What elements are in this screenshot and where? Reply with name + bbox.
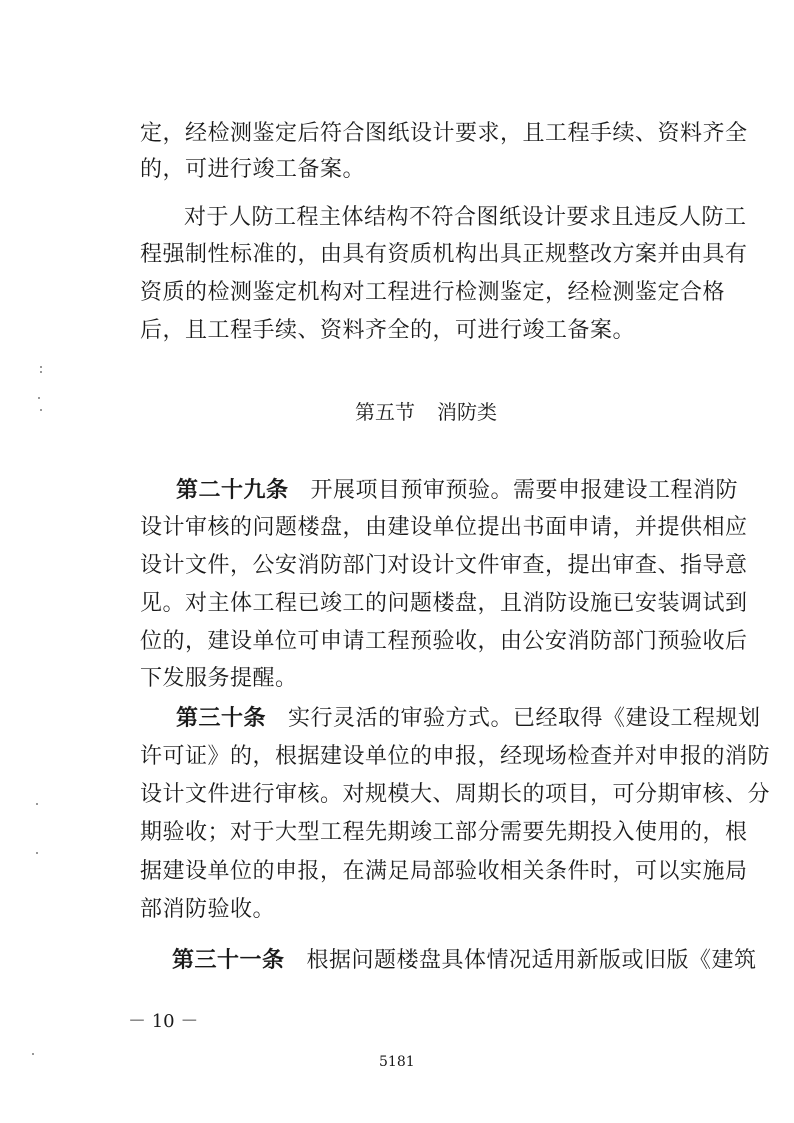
section-title: 消防类: [437, 400, 497, 424]
scan-speck: [36, 852, 38, 854]
article-30-line-4: 期验收；对于大型工程先期竣工部分需要先期投入使用的，根: [140, 820, 748, 845]
paragraph-1-line-2: 的，可进行竣工备案。: [140, 157, 366, 182]
article-30-line-3: 设计文件进行审核。对规模大、周期长的项目，可分期审核、分: [140, 782, 771, 807]
footer-number: 5181: [379, 1054, 415, 1070]
paragraph-1-line-1: 定，经检测鉴定后符合图纸设计要求，且工程手续、资料齐全: [140, 121, 748, 146]
article-29-line-4: 见。对主体工程已竣工的问题楼盘，且消防设施已安装调试到: [140, 591, 748, 616]
article-30-line-6: 部消防验收。: [140, 897, 276, 922]
paragraph-2-line-3: 资质的检测鉴定机构对工程进行检测鉴定，经检测鉴定合格: [140, 280, 726, 305]
scan-speck: [38, 397, 40, 399]
page-number: － 10 －: [128, 1011, 199, 1032]
section-heading: [355, 398, 497, 426]
article-29-label: 第二十九条: [176, 477, 289, 503]
scan-speck: [40, 366, 42, 368]
article-31-heading-text: 根据问题楼盘具体情况适用新版或旧版《建筑: [306, 948, 757, 973]
scan-speck: [40, 371, 42, 373]
article-29-line-2: 设计审核的问题楼盘，由建设单位提出书面申请，并提供相应: [140, 515, 748, 540]
article-29-line-5: 位的，建设单位可申请工程预验收，由公安消防部门预验收后: [140, 629, 748, 654]
article-29-line-6: 下发服务提醒。: [140, 666, 298, 691]
article-30-heading-text: 实行灵活的审验方式。已经取得《建设工程规划: [288, 706, 761, 731]
article-29-heading-text: 开展项目预审预验。需要申报建设工程消防: [310, 478, 739, 503]
article-31-line-1: [172, 945, 757, 976]
scan-speck: [40, 409, 42, 411]
paragraph-2-line-4: 后，且工程手续、资料齐全的，可进行竣工备案。: [140, 318, 636, 343]
article-30-line-5: 据建设单位的申报，在满足局部验收相关条件时，可以实施局: [140, 859, 748, 884]
article-31-label: 第三十一条: [172, 947, 285, 973]
article-30-line-2: 许可证》的，根据建设单位的申报，经现场检查并对申报的消防: [140, 744, 771, 769]
section-number: 第五节: [355, 400, 415, 424]
article-30-label: 第三十条: [176, 705, 267, 731]
article-29-line-3: 设计文件，公安消防部门对设计文件审查，提出审查、指导意: [140, 553, 748, 578]
article-29-line-1: [176, 475, 738, 506]
scan-speck: [36, 803, 38, 805]
article-30-line-1: [176, 703, 761, 734]
paragraph-2-line-1: 对于人防工程主体结构不符合图纸设计要求且违反人防工: [184, 205, 747, 230]
paragraph-2-line-2: 程强制性标准的，由具有资质机构出具正规整改方案并由具有: [140, 242, 748, 267]
scan-speck: [32, 1053, 34, 1055]
